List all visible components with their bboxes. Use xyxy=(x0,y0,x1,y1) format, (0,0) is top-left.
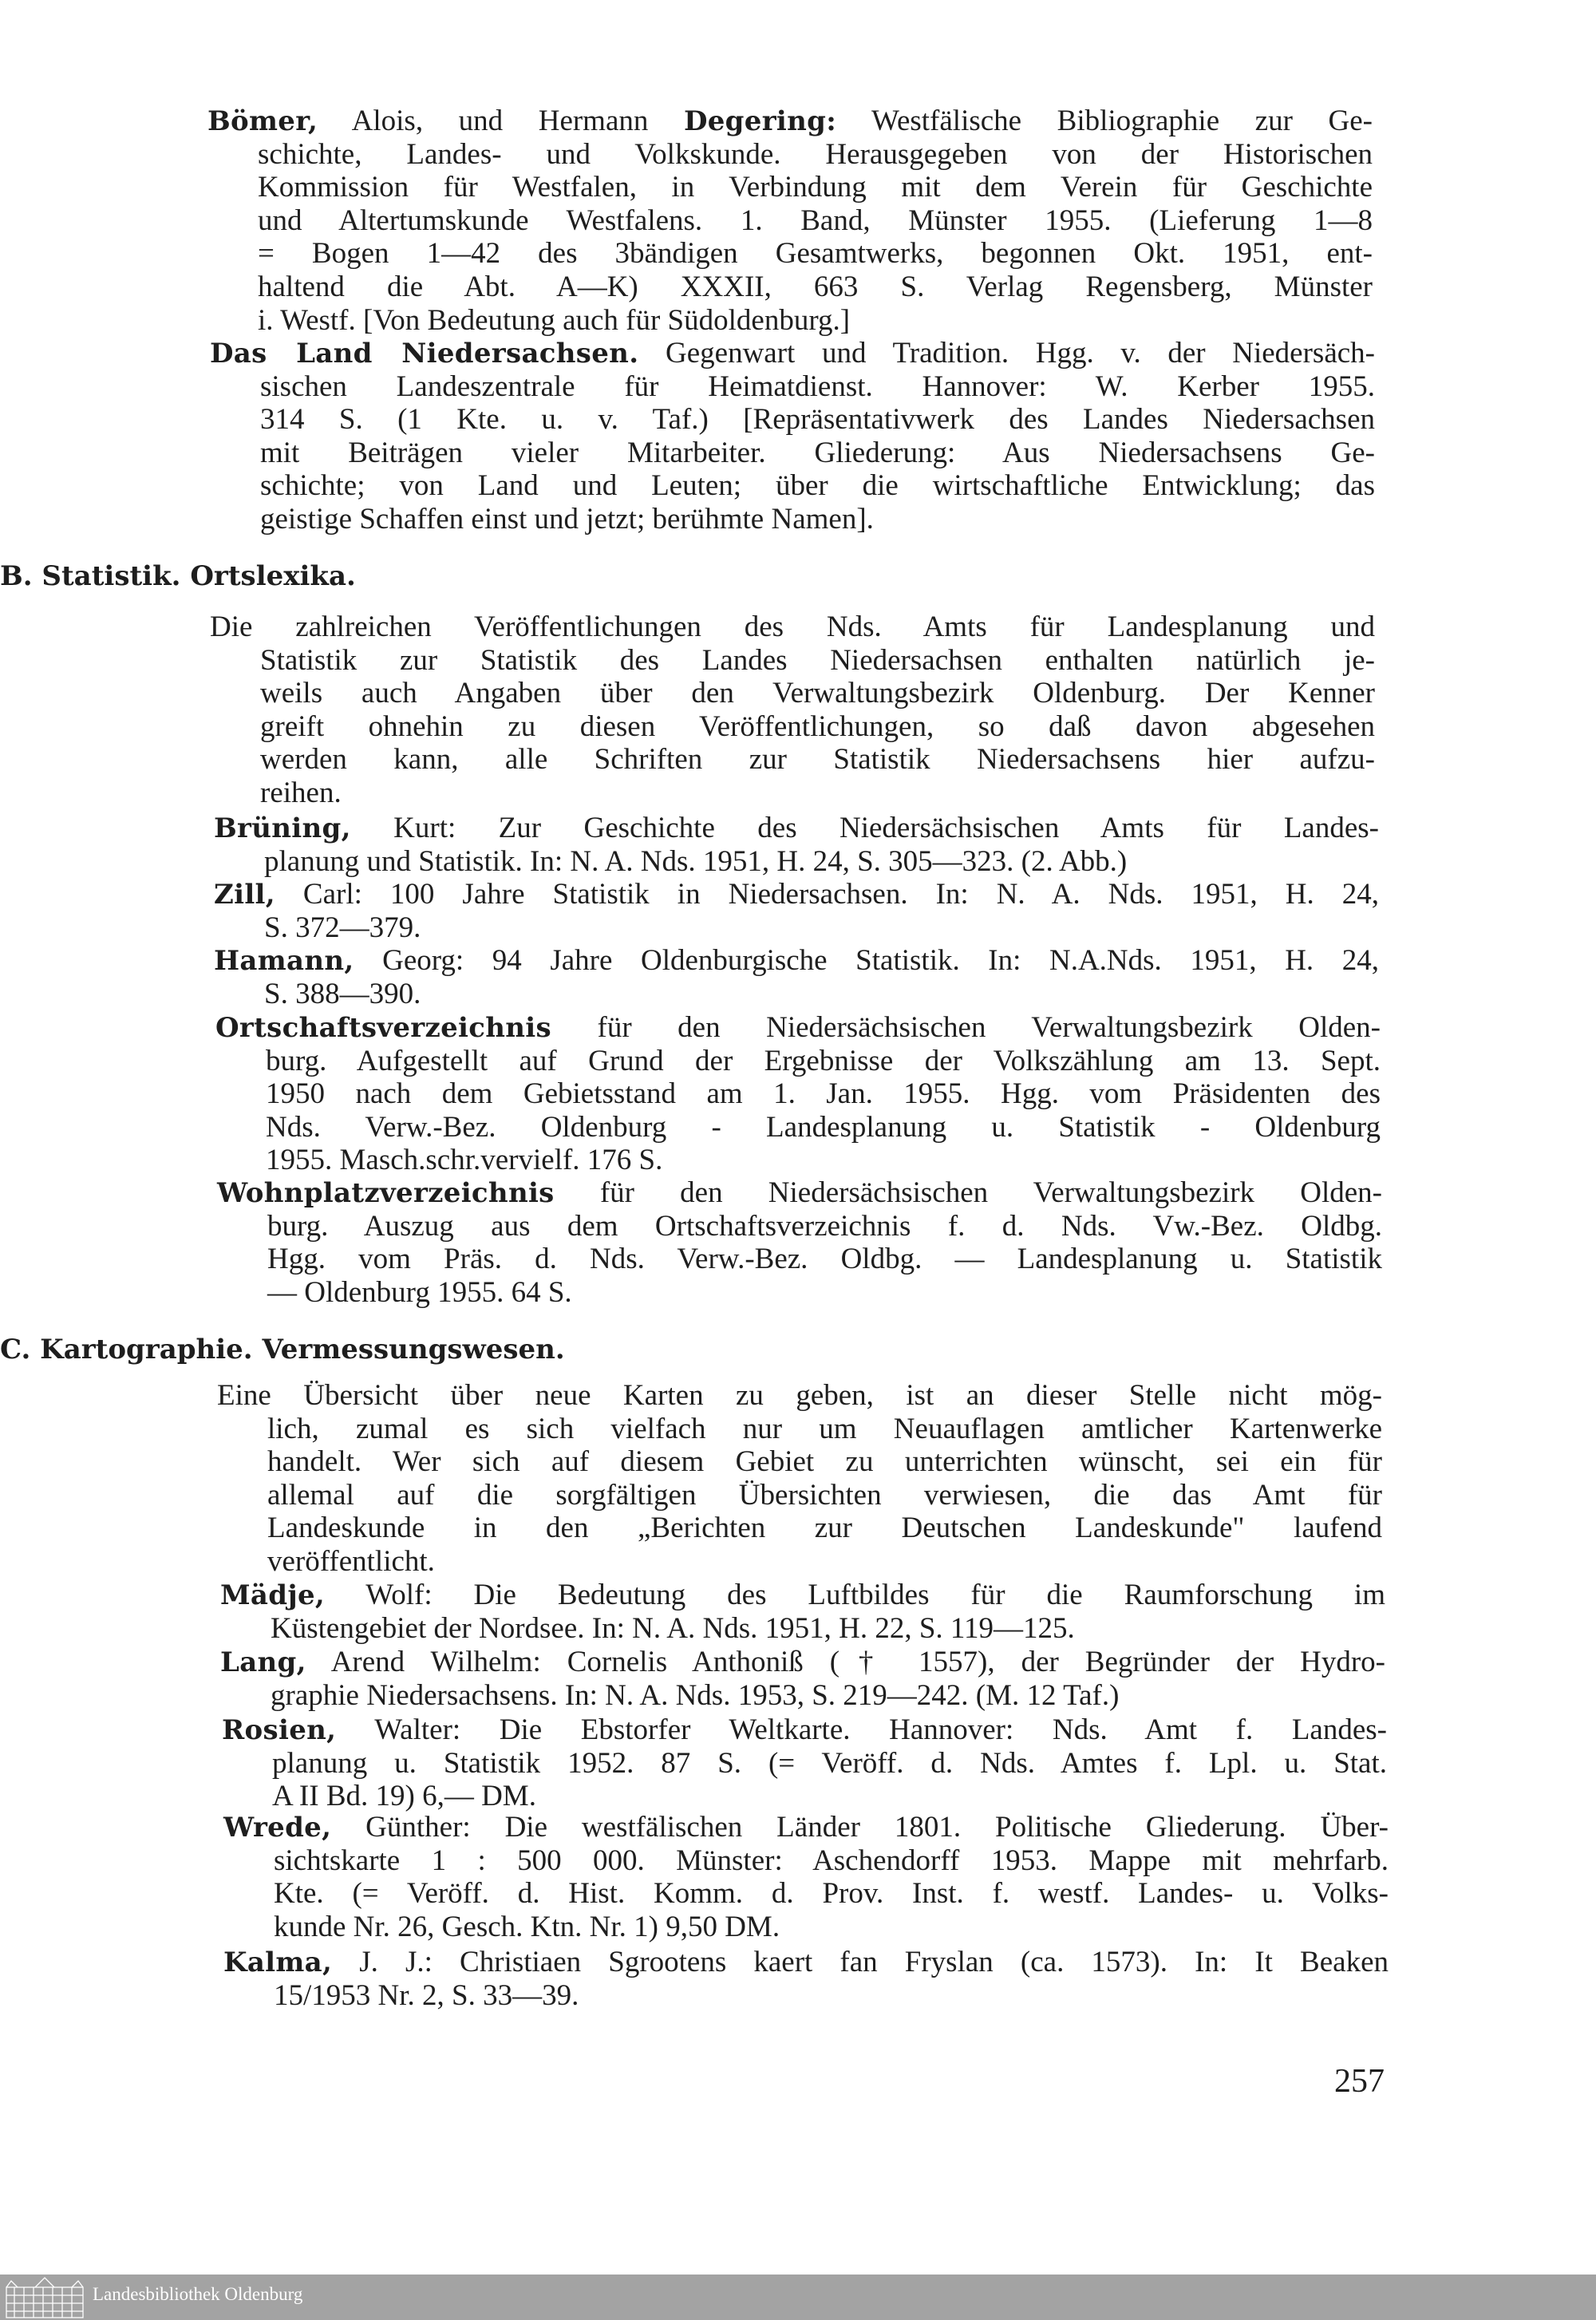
entry-author: Hamann, xyxy=(214,945,354,977)
text-line xyxy=(210,743,1375,777)
text-line xyxy=(207,105,1373,138)
bibliography-entry xyxy=(210,337,1375,536)
entry-text: S. 388—390. xyxy=(264,977,421,1010)
text-line xyxy=(223,1877,1389,1911)
entry-text: allemal auf die sorgfältigen Übersichten verwiesen, die das Amt für xyxy=(267,1478,1382,1512)
text-line xyxy=(217,1210,1382,1243)
entry-text: kunde Nr. 26, Gesch. Ktn. Nr. 1) 9,50 DM. xyxy=(274,1910,780,1943)
bibliography-entry xyxy=(214,878,1379,944)
entry-text: mit Beiträgen vieler Mitarbeiter. Gliederung: Aus Niedersachsens Ge- xyxy=(260,436,1375,469)
text-line xyxy=(210,437,1375,470)
entry-text: graphie Niedersachsens. In: N. A. Nds. 1953, S. 219—242. (M. 12 Taf.) xyxy=(271,1678,1120,1712)
entry-author: Zill, xyxy=(214,879,275,911)
bibliography-entry xyxy=(207,105,1373,337)
entry-text: A II Bd. 19) 6,— DM. xyxy=(272,1780,536,1813)
page-number: 257 xyxy=(1334,2063,1385,2100)
text-line xyxy=(220,1646,1385,1679)
entry-text: Landeskunde in den „Berichten zur Deutschen Landeskunde" laufend xyxy=(267,1512,1382,1545)
text-line xyxy=(223,1911,1389,1944)
text-line xyxy=(217,1276,1382,1310)
entry-text: Kurt: Zur Geschichte des Niedersächsischen Amts für Landes- xyxy=(350,812,1379,844)
entry-text: lich, zumal es sich vielfach nur um Neuauflagen amtlicher Kartenwerke xyxy=(267,1412,1382,1445)
text-line xyxy=(210,710,1375,744)
text-line xyxy=(222,1713,1387,1747)
text-line xyxy=(220,1579,1385,1612)
bibliography-entry xyxy=(214,812,1379,878)
text-line xyxy=(214,911,1379,945)
entry-text: J. J.: Christiaen Sgrootens kaert fan Fryslan (ca. 1573). In: It Beaken xyxy=(332,1946,1389,1978)
bibliography-entry xyxy=(217,1176,1382,1309)
entry-text: Statistik zur Statistik des Landes Niedersachsen enthalten natürlich je- xyxy=(260,643,1375,677)
text-line xyxy=(214,812,1379,845)
text-line xyxy=(217,1545,1382,1579)
text-line xyxy=(214,845,1379,879)
text-line xyxy=(215,1045,1381,1078)
entry-text: 1955. Masch.schr.vervielf. 176 S. xyxy=(266,1144,663,1177)
text-line xyxy=(222,1780,1387,1813)
entry-text: Alois, und Hermann xyxy=(318,105,684,137)
text-line xyxy=(207,171,1373,204)
entry-text: Küstengebiet der Nordsee. In: N. A. Nds. 1951, H. 22, S. 119—125. xyxy=(271,1611,1075,1645)
entry-author: Lang, xyxy=(220,1646,306,1678)
bibliography-entry xyxy=(215,1011,1381,1177)
entry-text: geistige Schaffen einst und jetzt; berühmte Namen]. xyxy=(260,502,874,536)
entry-author: Kalma, xyxy=(223,1947,333,1978)
entry-text: Eine Übersicht über neue Karten zu geben, ist an dieser Stelle nicht mög- xyxy=(217,1379,1382,1412)
text-line xyxy=(214,944,1379,978)
entry-text: planung u. Statistik 1952. 87 S. (= Veröff. d. Nds. Amtes f. Lpl. u. Stat. xyxy=(272,1746,1387,1780)
entry-text: Gegenwart und Tradition. Hgg. v. der Niedersäch- xyxy=(638,337,1375,370)
bibliography-entry xyxy=(223,1946,1389,2012)
text-line xyxy=(215,1111,1381,1144)
text-line xyxy=(210,337,1375,370)
entry-text: Hgg. vom Präs. d. Nds. Verw.-Bez. Oldbg. — Landesplanung u. Statistik xyxy=(267,1243,1382,1276)
text-line xyxy=(217,1243,1382,1276)
text-line xyxy=(210,370,1375,404)
entry-author: Bömer, xyxy=(207,105,318,137)
entry-text: greift ohnehin zu diesen Veröffentlichungen, so daß davon abgesehen xyxy=(260,709,1375,743)
text-line xyxy=(220,1612,1385,1646)
entry-text: 314 S. (1 Kte. u. v. Taf.) [Repräsentativwerk des Landes Niedersachsen xyxy=(260,403,1375,437)
text-line xyxy=(223,1811,1389,1844)
entry-text: = Bogen 1—42 des 3bändigen Gesamtwerks, begonnen Okt. 1951, ent- xyxy=(258,237,1373,271)
entry-text: burg. Aufgestellt auf Grund der Ergebnisse der Volkszählung am 13. Sept. xyxy=(266,1044,1381,1077)
entry-text: sichtskarte 1 : 500 000. Münster: Aschendorff 1953. Mappe mit mehrfarb. xyxy=(274,1844,1389,1877)
text-line xyxy=(214,978,1379,1011)
text-line xyxy=(210,403,1375,437)
entry-text: Die zahlreichen Veröffentlichungen des Nds. Amts für Landesplanung und xyxy=(210,611,1375,643)
entry-text: Nds. Verw.-Bez. Oldenburg - Landesplanung u. Statistik - Oldenburg xyxy=(266,1110,1381,1144)
entry-text: handelt. Wer sich auf diesem Gebiet zu unterrichten wünscht, sei ein für xyxy=(267,1445,1382,1479)
entry-text: Georg: 94 Jahre Oldenburgische Statistik. In: N.A.Nds. 1951, H. 24, xyxy=(354,944,1379,977)
library-building-logo-icon xyxy=(3,2276,86,2318)
entry-author: Wrede, xyxy=(223,1812,332,1844)
text-line xyxy=(214,878,1379,911)
entry-text: weils auch Angaben über den Verwaltungsbezirk Oldenburg. Der Kenner xyxy=(260,677,1375,710)
bibliography-entry xyxy=(223,1811,1389,1943)
entry-author: Wohnplatzverzeichnis xyxy=(217,1177,555,1209)
text-line xyxy=(217,1176,1382,1210)
entry-text: Walter: Die Ebstorfer Weltkarte. Hannover: Nds. Amt f. Landes- xyxy=(336,1713,1387,1746)
entry-text: Kte. (= Veröff. d. Hist. Komm. d. Prov. Inst. f. westf. Landes- u. Volks- xyxy=(274,1877,1389,1911)
bibliography-entry xyxy=(214,944,1379,1010)
text-line xyxy=(210,469,1375,503)
text-line xyxy=(215,1077,1381,1111)
bibliography-entry xyxy=(222,1713,1387,1813)
entry-text: haltend die Abt. A—K) XXXII, 663 S. Verlag Regensberg, Münster xyxy=(258,270,1373,303)
entry-text: und Altertumskunde Westfalens. 1. Band, Münster 1955. (Lieferung 1—8 xyxy=(258,204,1373,237)
text-line xyxy=(217,1445,1382,1479)
text-line xyxy=(220,1679,1385,1713)
section-heading xyxy=(0,560,1596,594)
entry-text: Arend Wilhelm: Cornelis Anthoniß († 1557), der Begründer der Hydro- xyxy=(306,1646,1385,1678)
entry-text: schichte; von Land und Leuten; über die wirtschaftliche Entwicklung; das xyxy=(260,469,1375,503)
text-line xyxy=(223,1979,1389,2013)
entry-text: 15/1953 Nr. 2, S. 33—39. xyxy=(274,1978,579,2012)
text-line xyxy=(217,1413,1382,1446)
entry-text: i. Westf. [Von Bedeutung auch für Südoldenburg.] xyxy=(258,303,851,337)
text-line xyxy=(223,1844,1389,1878)
entry-text: C. Kartographie. Vermessungswesen. xyxy=(0,1334,565,1366)
entry-text: Günther: Die westfälischen Länder 1801. Politische Gliederung. Über- xyxy=(331,1811,1389,1844)
text-line xyxy=(217,1512,1382,1545)
text-line xyxy=(210,777,1375,810)
text-line xyxy=(217,1379,1382,1413)
entry-text: sischen Landeszentrale für Heimatdienst. Hannover: W. Kerber 1955. xyxy=(260,370,1375,403)
library-name: Landesbibliothek Oldenburg xyxy=(93,2284,303,2304)
text-line xyxy=(215,1144,1381,1177)
entry-text: Carl: 100 Jahre Statistik in Niedersachsen. In: N. A. Nds. 1951, H. 24, xyxy=(275,878,1379,911)
bibliography-entry xyxy=(217,1379,1382,1579)
text-line xyxy=(207,271,1373,304)
entry-author: Brüning, xyxy=(214,812,351,844)
entry-author: Mädje, xyxy=(220,1579,326,1611)
entry-text: B. Statistik. Ortslexika. xyxy=(0,560,356,592)
entry-text: Wolf: Die Bedeutung des Luftbildes für die Raumforschung im xyxy=(325,1579,1385,1611)
entry-author: Degering: xyxy=(683,105,837,137)
text-line xyxy=(215,1011,1381,1045)
text-line xyxy=(207,138,1373,172)
entry-author: Rosien, xyxy=(222,1714,337,1746)
entry-text: S. 372—379. xyxy=(264,911,421,944)
entry-text: — Oldenburg 1955. 64 S. xyxy=(267,1275,572,1309)
bibliography-entry xyxy=(220,1646,1385,1712)
text-line xyxy=(210,503,1375,536)
entry-text: für den Niedersächsischen Verwaltungsbezirk Olden- xyxy=(551,1011,1381,1044)
text-line xyxy=(217,1479,1382,1512)
text-line xyxy=(207,304,1373,338)
bibliography-entry xyxy=(210,611,1375,810)
entry-text: 1950 nach dem Gebietsstand am 1. Jan. 1955. Hgg. vom Präsidenten des xyxy=(266,1077,1381,1111)
entry-text: schichte, Landes- und Volkskunde. Herausgegeben von der Historischen xyxy=(258,137,1373,171)
entry-text: planung und Statistik. In: N. A. Nds. 1951, H. 24, S. 305—323. (2. Abb.) xyxy=(264,844,1128,878)
text-line xyxy=(210,611,1375,644)
text-line xyxy=(0,1334,1596,1367)
text-line xyxy=(0,560,1596,594)
section-heading xyxy=(0,1334,1596,1367)
entry-text: reihen. xyxy=(260,776,342,809)
footer-bar xyxy=(0,2275,1596,2320)
text-line xyxy=(207,204,1373,238)
entry-text: werden kann, alle Schriften zur Statistik Niedersachsens hier aufzu- xyxy=(260,743,1375,777)
entry-text: Kommission für Westfalen, in Verbindung mit dem Verein für Geschichte xyxy=(258,171,1373,204)
text-line xyxy=(222,1747,1387,1781)
text-line xyxy=(223,1946,1389,1979)
entry-author: Ortschaftsverzeichnis xyxy=(215,1012,551,1044)
bibliography-entry xyxy=(220,1579,1385,1645)
text-line xyxy=(210,644,1375,678)
text-line xyxy=(207,237,1373,271)
entry-author: Das Land Niedersachsen. xyxy=(210,338,639,370)
entry-text: für den Niedersächsischen Verwaltungsbezirk Olden- xyxy=(554,1176,1382,1209)
entry-text: Westfälische Bibliographie zur Ge- xyxy=(836,105,1373,137)
text-line xyxy=(210,677,1375,710)
entry-text: burg. Auszug aus dem Ortschaftsverzeichnis f. d. Nds. Vw.-Bez. Oldbg. xyxy=(267,1209,1382,1243)
entry-text: veröffentlicht. xyxy=(267,1544,435,1578)
